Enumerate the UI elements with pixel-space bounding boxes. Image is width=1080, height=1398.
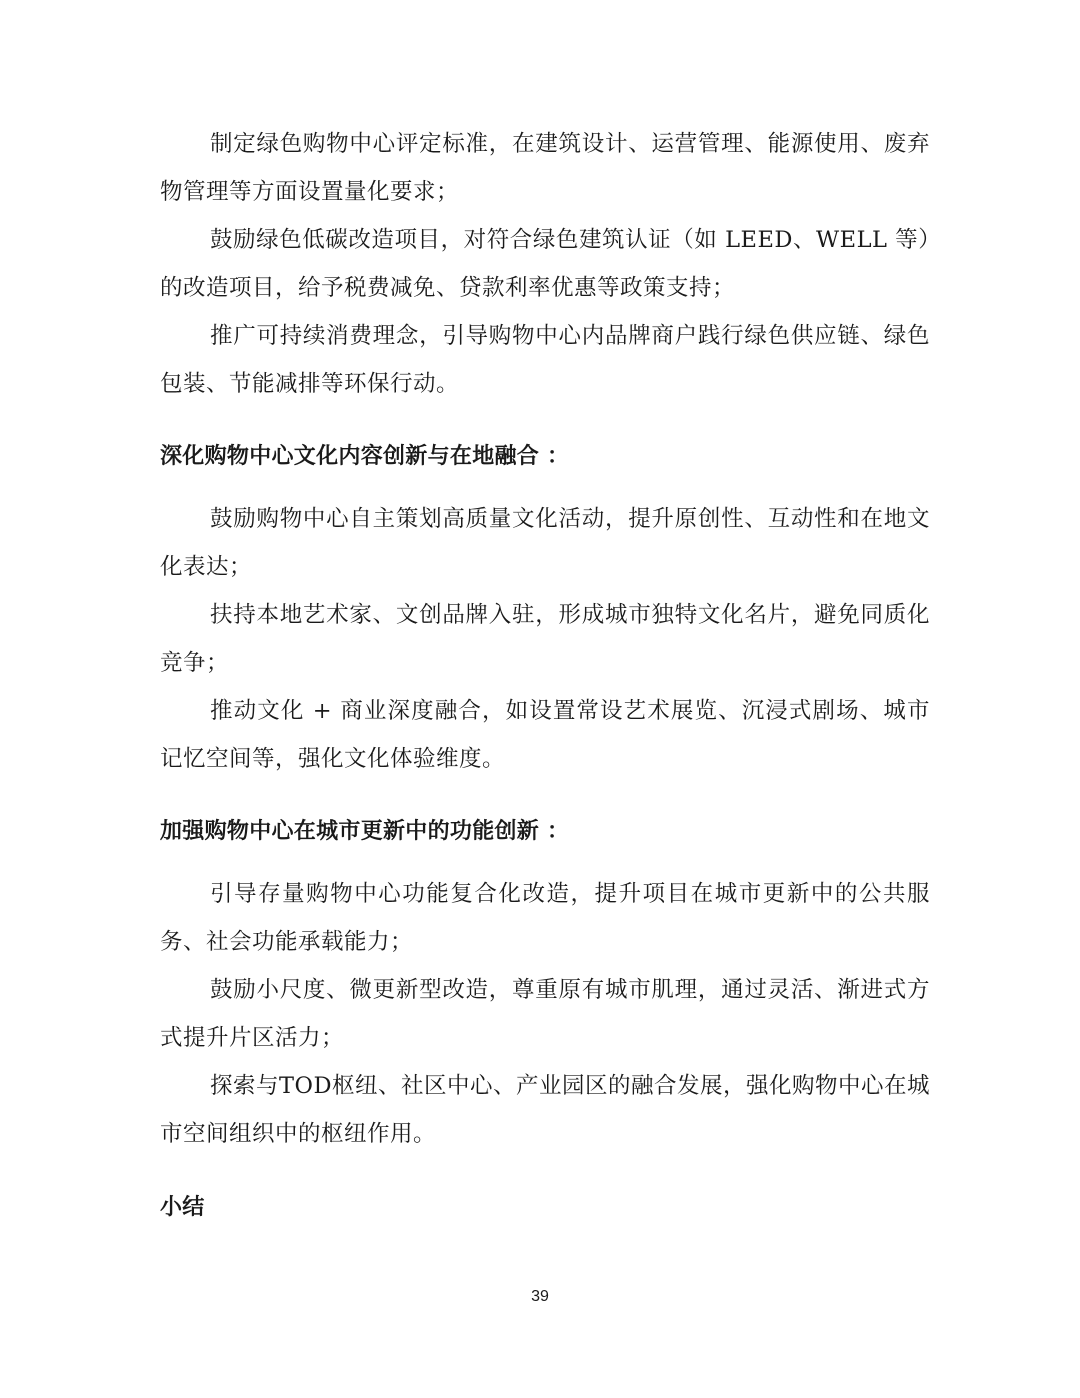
page-number: 39: [531, 1288, 549, 1305]
paragraph: 制定绿色购物中心评定标准，在建筑设计、运营管理、能源使用、废弃物管理等方面设置量化要求；: [160, 131, 930, 205]
paragraph: 鼓励购物中心自主策划高质量文化活动，提升原创性、互动性和在地文化表达；: [160, 506, 930, 580]
paragraph: 扶持本地艺术家、文创品牌入驻，形成城市独特文化名片，避免同质化竞争；: [160, 602, 930, 676]
paragraph: 鼓励小尺度、微更新型改造，尊重原有城市肌理，通过灵活、渐进式方式提升片区活力；: [160, 977, 930, 1051]
paragraph: 推广可持续消费理念，引导购物中心内品牌商户践行绿色供应链、绿色包装、节能减排等环保行动。: [160, 323, 930, 397]
section-heading: 深化购物中心文化内容创新与在地融合 ：: [160, 444, 570, 469]
paragraph: 引导存量购物中心功能复合化改造，提升项目在城市更新中的公共服务、社会功能承载能力；: [160, 881, 930, 955]
paragraph: 探索与TOD枢纽、社区中心、产业园区的融合发展，强化购物中心在城市空间组织中的枢纽作用。: [160, 1073, 930, 1147]
paragraph: 推动文化 + 商业深度融合，如设置常设艺术展览、沉浸式剧场、城市记忆空间等，强化文化体验维度。: [160, 698, 930, 772]
section-heading: 小结: [160, 1195, 205, 1220]
section-heading: 加强购物中心在城市更新中的功能创新 ：: [160, 819, 570, 844]
paragraph: 鼓励绿色低碳改造项目，对符合绿色建筑认证（如 LEED、WELL 等）的改造项目，给予税费减免、贷款利率优惠等政策支持；: [160, 227, 930, 301]
